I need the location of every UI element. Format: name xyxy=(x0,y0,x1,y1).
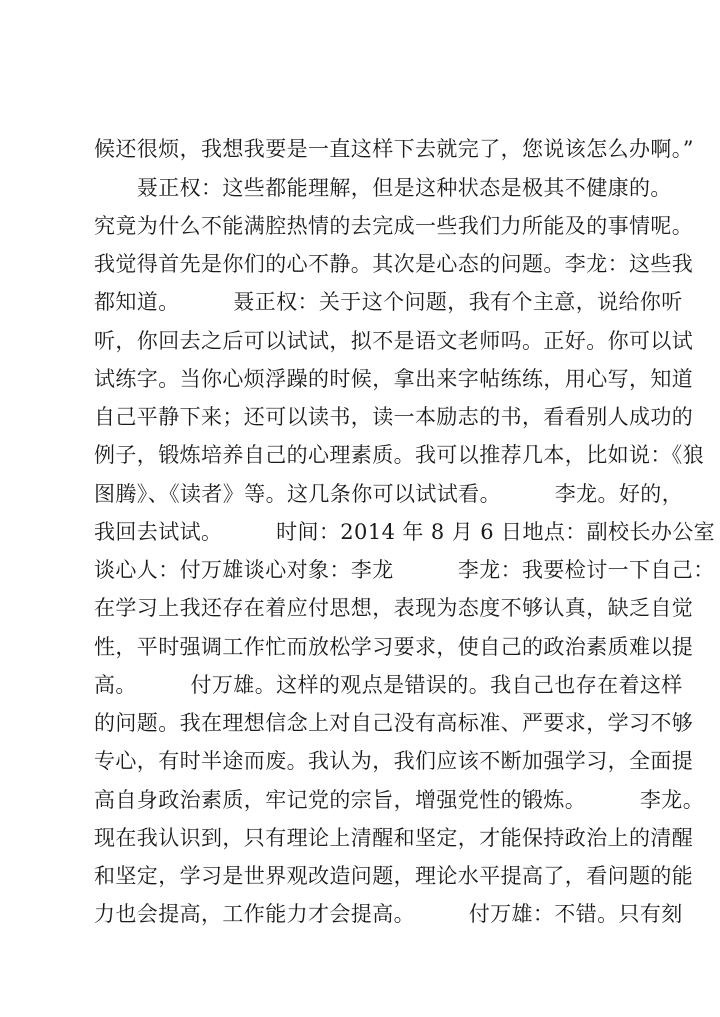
text-line: 候还很烦，我想我要是一直这样下去就完了，您说该怎么办啊。” xyxy=(94,137,694,161)
text-line: 力也会提高，工作能力才会提高。 付万雄：不错。只有刻 xyxy=(94,902,683,926)
text-line: 和坚定，学习是世界观改造问题，理论水平提高了，看问题的能 xyxy=(94,864,694,888)
text-line: 我觉得首先是你们的心不静。其次是心态的问题。李龙：这些我 xyxy=(94,252,694,276)
text-line: 我回去试试。 时间：2014 年 8 月 6 日地点：副校长办公室 xyxy=(94,520,716,544)
text-line: 自己平静下来；还可以读书，读一本励志的书，看看别人成功的 xyxy=(94,405,694,429)
text-line: 高。 付万雄。这样的观点是错误的。我自己也存在着这样 xyxy=(94,673,683,697)
text-line: 都知道。 聂正权：关于这个问题，我有个主意，说给你听 xyxy=(94,290,683,314)
text-line: 的问题。我在理想信念上对自己没有高标准、严要求，学习不够 xyxy=(94,711,694,735)
text-line: 例子，锻炼培养自己的心理素质。我可以推荐几本，比如说：《狼 xyxy=(94,443,705,467)
text-line: 图腾》、《读者》等。这几条你可以试试看。 李龙。好的， xyxy=(94,482,684,506)
text-line: 性，平时强调工作忙而放松学习要求，使自己的政治素质难以提 xyxy=(94,635,694,659)
text-line: 究竟为什么不能满腔热情的去完成一些我们力所能及的事情呢。 xyxy=(94,214,694,238)
text-line: 聂正权：这些都能理解，但是这种状态是极其不健康的。 xyxy=(94,176,672,200)
text-line: 在学习上我还存在着应付思想，表现为态度不够认真，缺乏自觉 xyxy=(94,596,694,620)
text-line: 现在我认识到，只有理论上清醒和坚定，才能保持政治上的清醒 xyxy=(94,826,694,850)
text-line: 听，你回去之后可以试试，拟不是语文老师吗。正好。你可以试 xyxy=(94,329,694,353)
text-line: 试练字。当你心烦浮躁的时候，拿出来字帖练练，用心写，知道 xyxy=(94,367,694,391)
text-line: 谈心人：付万雄谈心对象：李龙 李龙：我要检讨一下自己： xyxy=(94,558,715,582)
text-line: 专心，有时半途而废。我认为，我们应该不断加强学习，全面提 xyxy=(94,749,694,773)
text-line: 高自身政治素质，牢记党的宗旨，增强党性的锻炼。 李龙。 xyxy=(94,788,705,812)
